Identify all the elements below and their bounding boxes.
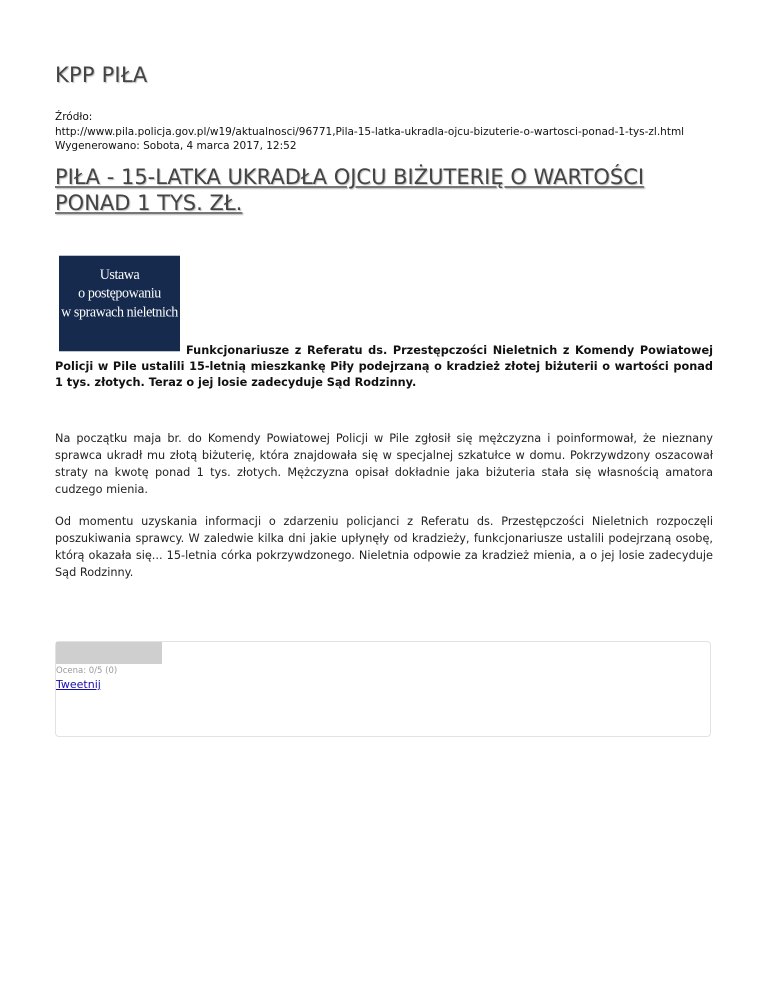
source-url: http://www.pila.policja.gov.pl/w19/aktualnosci/96771,Pila-15-latka-ukradla-ojcu-bizuterie-o-wartosci-ponad-1-tys-zl.html <box>55 125 685 138</box>
article-lead: Funkcjonariusze z Referatu ds. Przestępczości Nieletnich z Komendy Powiatowej Policji w Pile ustalili 15-letnią mieszkankę Piły podejrzaną o kradzież złotej biżuterii o wartości ponad 1 tys. złotych. Teraz o jej losie zadecyduje Sąd Rodzinny. <box>55 344 713 389</box>
thumbnail-line: o postępowaniu <box>78 286 161 302</box>
article-paragraph: Na początku maja br. do Komendy Powiatowej Policji w Pile zgłosił się mężczyzna i poinformował, że nieznany sprawca ukradł mu złotą biżuterię, która znajdowała się w specjalnej szkatułce w domu. Pokrzywdzony oszacował straty na kwotę ponad 1 tys. złotych. Mężczyzna opisał dokładnie jaka biżuteria stała się własnością amatora cudzego mienia. <box>55 432 713 496</box>
source-meta <box>55 110 755 154</box>
article-thumbnail <box>59 256 180 352</box>
tweet-link[interactable]: Tweetnij <box>56 678 101 691</box>
thumbnail-line: Ustawa <box>99 267 140 284</box>
rating-text: Ocena: 0/5 (0) <box>56 666 118 676</box>
source-label: Źródło: <box>55 111 93 123</box>
thumbnail-line: w sprawach nieletnich <box>61 305 178 321</box>
rating-box <box>55 641 711 737</box>
generated-date: Wygenerowano: Sobota, 4 marca 2017, 12:52 <box>55 140 297 152</box>
article-title: PIŁA - 15-LATKA UKRADŁA OJCU BIŻUTERIĘ O WARTOŚCI PONAD 1 TYS. ZŁ. <box>55 165 645 215</box>
article-paragraph: Od momentu uzyskania informacji o zdarzeniu policjanci z Referatu ds. Przestępczości Nieletnich rozpoczęli poszukiwania sprawcy. W zaledwie kilka dni jakie upłynęły od kradzieży, funkcjonariusze ustalili podejrzaną osobę, którą okazała się... 15-letnia córka pokrzywdzonego. Nieletnia odpowie za kradzież mienia, a o jej losie zadecyduje Sąd Rodzinny. <box>55 515 713 579</box>
site-title: KPP PIŁA <box>55 63 148 87</box>
rating-widget[interactable] <box>56 642 162 664</box>
